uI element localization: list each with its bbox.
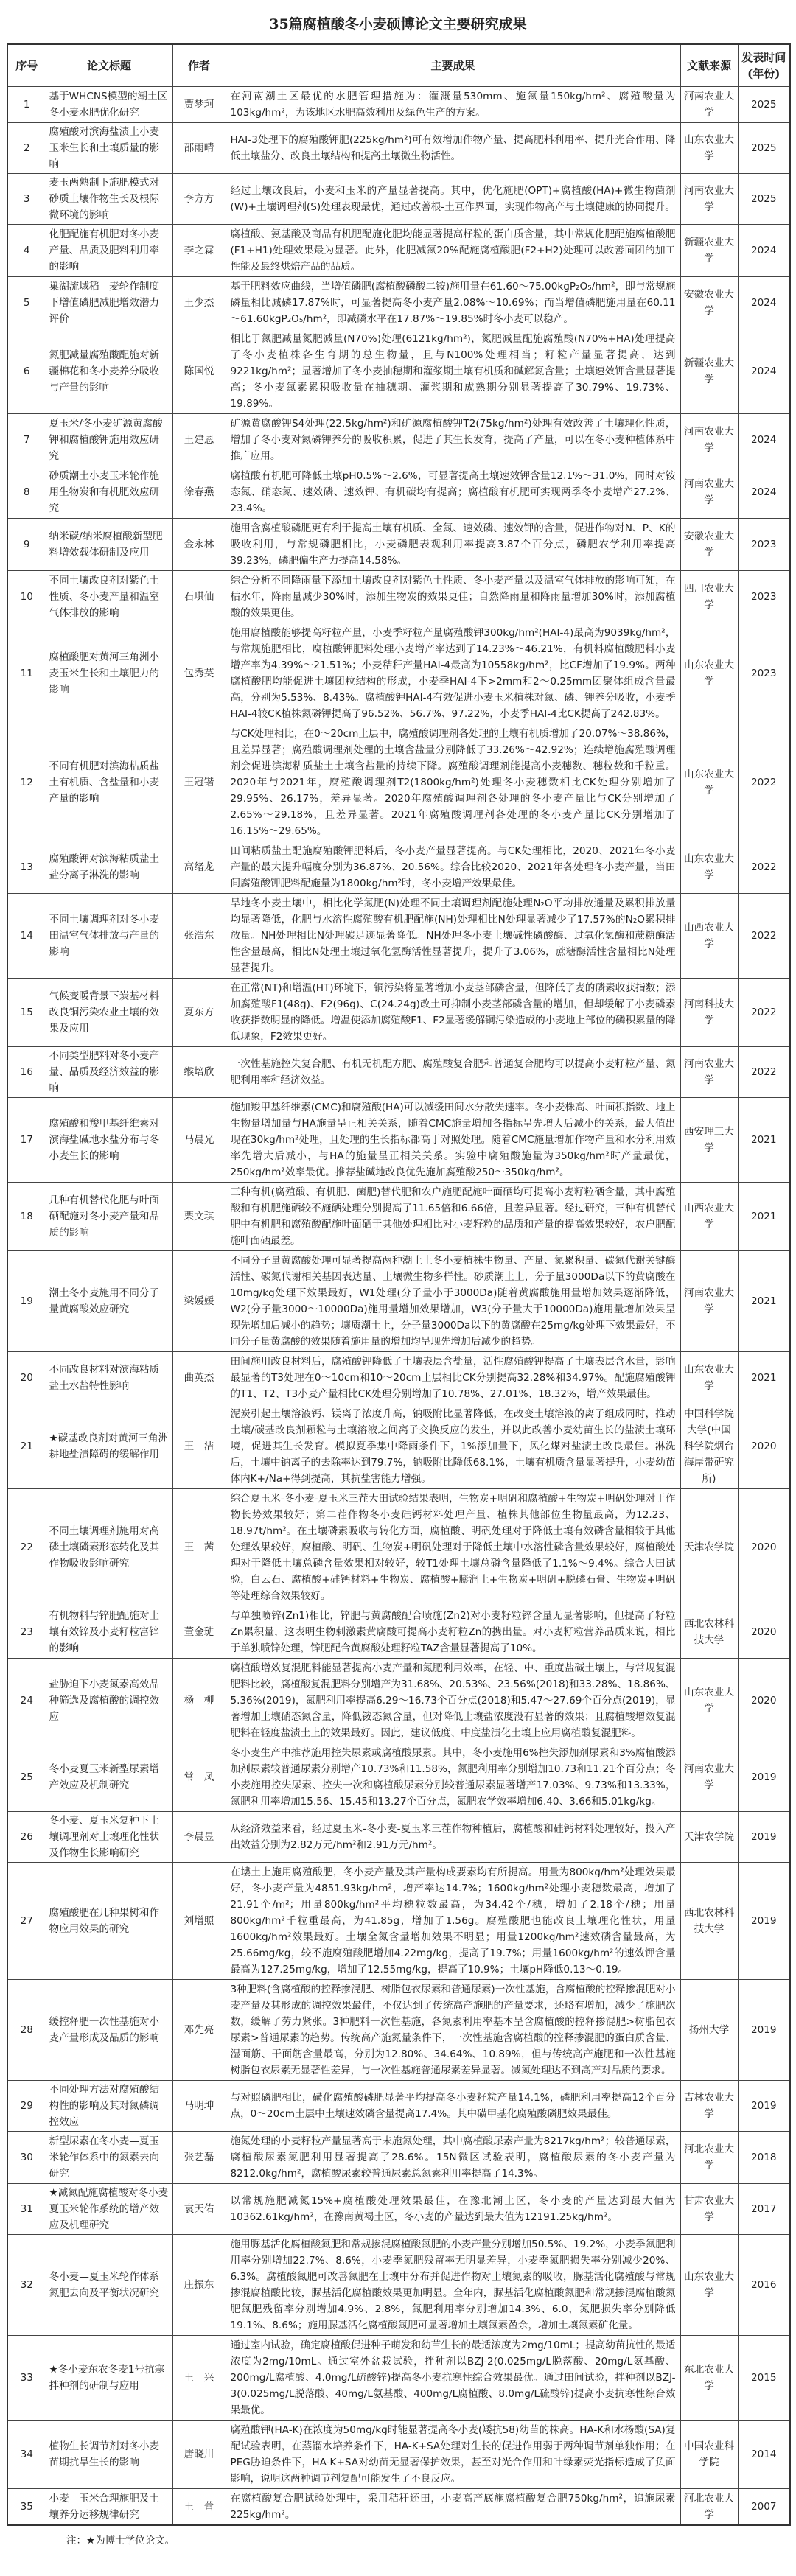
table-row [7,1606,790,1659]
source-institution: 天津农学院 [680,1489,738,1606]
author: 张艺磊 [172,2132,226,2184]
row-number: 33 [7,2336,46,2421]
author: 栗文琪 [172,1183,226,1251]
row-number: 29 [7,2081,46,2132]
paper-title: 气候变暖背景下炭基材料改良铜污染农业土壤的效果及应用 [46,979,172,1047]
main-result: 与对照磷肥相比，磺化腐殖酸磷肥显著平均提高冬小麦籽粒产量14.1%，磷肥利用率提高12个百分点，0～20cm土层中土壤速效磷含量提高17.4%。其中磺甲基化腐殖酸磷肥效果最佳。 [226,2081,680,2132]
publish-year: 2019 [738,1743,790,1812]
paper-title: 植物生长调节剂对冬小麦苗期抗旱生长的影响 [46,2421,172,2489]
paper-title: 化肥配施有机肥对冬小麦产量、品质及肥料利用率的影响 [46,225,172,277]
paper-title: 不同改良材料对滨海粘质盐土水盐特性影响 [46,1352,172,1404]
main-result: 腐殖酸钾(HA-K)在浓度为50mg/kg时能显著提高冬小麦(矮抗58)幼苗的株高。HA-K和水杨酸(SA)复配试验表明，在蒸馏水培养条件下，HA-K+SA处理对生长的促进作用弱于两种调节剂单独作用；在PEG胁迫条件下，HA-K+SA对幼苗无显著保护效果，甚至对光合作用和叶绿素荧光指标造成了负面影响，说明这两种调节剂复配可能发生了不良反应。 [226,2421,680,2489]
author: 夏东方 [172,979,226,1047]
row-number: 10 [7,571,46,623]
source-institution: 河北农业大学 [680,2489,738,2526]
main-result: 经过土壤改良后，小麦和玉米的产量显著提高。其中，优化施肥(OPT)+腐植酸(HA)+微生物菌剂(W)+土壤调理剂(S)处理表现最优，通过改善根-土互作界面，实现作物高产与土壤健康的协同提升。 [226,174,680,225]
row-number: 3 [7,174,46,225]
main-result: 旱地冬小麦土壤中，相比化学氮肥(N)处理不同土壤调理剂配施处理N₂O平均排放通量及累积排放量均显著降低，化肥与水溶性腐殖酸有机肥配施(NH)处理相比N处理显著减少了17.57%的N₂O累积排放量。NH处理相比N处理碳足迹显著降低。NH处理冬小麦土壤碱性磷酸酶、过氧化氢酶和蔗糖酶活性含量最高，相比N处理土壤过氧化氢酶活性显著提升，提升了3.06%，蔗糖酶活性含量相比N处理显著提升。 [226,894,680,979]
main-result: 在腐植酸复合肥试验处理中，采用秸秆还田，小麦高产底施腐植酸复合肥750kg/hm²，追施尿素225kg/hm²。 [226,2489,680,2526]
author: 张浩东 [172,894,226,979]
author: 金永林 [172,519,226,571]
source-institution: 河南农业大学 [680,87,738,123]
main-result: 从经济效益来看，经过夏玉米-冬小麦-夏玉米三茬作物种植后，腐植酸和硅钙材料处理较好，投入产出效益分别为2.82万元/hm²和2.91万元/hm²。 [226,1812,680,1863]
row-number: 28 [7,1980,46,2081]
table-row [7,1352,790,1404]
author: 常 凤 [172,1743,226,1812]
row-number: 9 [7,519,46,571]
row-number: 21 [7,1404,46,1489]
row-number: 35 [7,2489,46,2526]
row-number: 22 [7,1489,46,1606]
table-row [7,2421,790,2489]
table-row [7,623,790,724]
author: 贾梦珂 [172,87,226,123]
author: 王 洁 [172,1404,226,1489]
paper-title: 不同土壤调理剂对冬小麦田温室气体排放与产量的影响 [46,894,172,979]
source-institution: 山东农业大学 [680,841,738,894]
paper-title: 腐殖酸钾对滨海粘质盐土盐分离子淋洗的影响 [46,841,172,894]
source-institution: 河南农业大学 [680,414,738,466]
header-result: 主要成果 [226,44,680,87]
row-number: 6 [7,329,46,414]
source-institution: 河南农业大学 [680,1047,738,1098]
table-row [7,1098,790,1183]
publish-year: 2015 [738,2336,790,2421]
main-result: 田间施用改良材料后，腐殖酸钾降低了土壤表层含盐量，活性腐殖酸钾提高了土壤表层含水量，影响最显著的T3处理在0～10cm和10～20cm土层相比CK分别提高32.28%和34.97%。配施腐殖酸钾的T1、T2、T3小麦产量相比CK处理分别增加了10.78%、27.01%、18.32%，增产效果最佳。 [226,1352,680,1404]
source-institution: 山东农业大学 [680,724,738,841]
source-institution: 河南农业大学 [680,174,738,225]
table-row [7,1404,790,1489]
source-institution: 山东农业大学 [680,123,738,174]
paper-title: 不同处理方法对腐殖酸结构性的影响及其对氮磷调控效应 [46,2081,172,2132]
paper-title: 巢湖流域稻—麦轮作制度下增值磷肥减肥增效潜力评价 [46,277,172,329]
publish-year: 2017 [738,2184,790,2235]
source-institution: 甘肃农业大学 [680,2184,738,2235]
table-row [7,2489,790,2526]
main-result: 施加羧甲基纤维素(CMC)和腐殖酸(HA)可以减缓田间水分散失速率。冬小麦株高、叶面积指数、地上生物量增加量与HA施量呈正相关关系，随着CMC施量增加各指标呈先增大后减小的关系，最大值出现在30kg/hm²处理，且处理的生长指标都高于对照处理。随着CMC施量增加作物产量和水分利用效率先增大后减小，与HA的施量呈正相关关系。实验中腐殖酸施量为350kg/hm²时产量最优，250kg/hm²效率最优。推荐盐碱地改良优先施加腐殖酸250～350kg/hm²。 [226,1098,680,1183]
publish-year: 2020 [738,1489,790,1606]
table-row [7,2081,790,2132]
source-institution: 中国科学院大学(中国科学院烟台海岸带研究所) [680,1404,738,1489]
main-result: 三种有机(腐殖酸、有机肥、菌肥)替代肥和农户施肥配施叶面硒均可提高小麦籽粒硒含量，其中腐殖酸和有机肥施硒较不施硒处理分别提高了11.65倍和6.66倍，且差异显著。经过研究，三种有机替代肥中有机肥和腐殖酸配施叶面硒于其他处理相比对小麦籽粒的品质和产量的提高效果较好，农户肥配施叶面硒最差。 [226,1183,680,1251]
author: 曲英杰 [172,1352,226,1404]
table-row [7,1980,790,2081]
table-row [7,571,790,623]
publish-year: 2021 [738,1098,790,1183]
main-result: 冬小麦生产中推荐施用控失尿素或腐植酸尿素。其中，冬小麦施用6%控失添加剂尿素和3%腐植酸添加剂尿素较普通尿素分别增产10.73%和11.58%，氮肥利用率分别增加10.73和11.21个百分点；冬小麦施用控失尿素、控失一次和腐植酸尿素分别较普通尿素显著增产17.03%、9.73%和13.33%，氮肥利用率增加15.56、15.45和13.27个百分点，氮肥农学效率增加6.40、3.66和5.01kg/kg。 [226,1743,680,1812]
main-result: 泥炭引起土壤溶液钙、镁离子浓度升高，钠吸附比显著降低，在改变土壤溶液的离子组成同时，推动土壤/碳基改良剂颗粒与土壤溶液之间离子交换反应的发生，并以此改善小麦幼苗生长的盐渍土壤环境，促进其生长发育。模拟夏季集中降雨条件下，1%添加量下，风化煤对盐渍土改良最佳。淋洗后，土壤中钠离子的去除率达到79.7%，钠吸附比降低68.1%，土壤有机质含量显著提升，小麦幼苗体内K+/Na+得到提高，其抗盐害能力增强。 [226,1404,680,1489]
main-result: 相比于氮肥减量氮肥减量(N70%)处理(6121kg/hm²)，氮肥减量配施腐殖酸(N70%+HA)处理提高了冬小麦植株各生育期的总生物量，且与N100%处理相当；籽粒产量显著提高，达到9221kg/hm²；显著增加了冬小麦抽穗期和灌浆期土壤有机质和碱解氮含量；土壤速效钾含量显著提高；冬小麦氮素累积吸收量在抽穗期、灌浆期和成熟期分别显著提高了30.79%、19.73%、19.89%。 [226,329,680,414]
table-row [7,894,790,979]
author: 王冠锴 [172,724,226,841]
author: 杨 柳 [172,1659,226,1743]
row-number: 16 [7,1047,46,1098]
row-number: 17 [7,1098,46,1183]
publish-year: 2024 [738,277,790,329]
publish-year: 2020 [738,1606,790,1659]
author: 刘增照 [172,1863,226,1980]
publish-year: 2019 [738,2081,790,2132]
source-institution: 安徽农业大学 [680,277,738,329]
table-row [7,329,790,414]
row-number: 13 [7,841,46,894]
table-row [7,979,790,1047]
main-result: 综合夏玉米-冬小麦-夏玉米三茬大田试验结果表明，生物炭+明矾和腐植酸+生物炭+明矾处理对于作物长势效果较好；第二茬作物冬小麦硅钙材料处理产量、植株其他部位生物量最高，为12.23、18.97t/hm²。在土壤磷素吸收与转化方面，腐植酸、明矾处理对于降低土壤有效磷含量相较于其他处理效果较好，腐植酸、明矾、生物炭+明矾处理对于降低土壤中水溶性磷含量效果较好，腐植酸处理对于降低土壤总磷含量效果相对较好，较T1处理土壤总磷含量降低了1.1%～9.4%。综合大田试验，白云石、腐植酸+硅钙材料+生物炭、腐植酸+膨润土+生物炭+明矾+脱磷石膏、生物炭+明矾等处理综合效果较好。 [226,1489,680,1606]
source-institution: 山东农业大学 [680,1659,738,1743]
publish-year: 2022 [738,1047,790,1098]
source-institution: 扬州大学 [680,1980,738,2081]
paper-title: 不同土壤调理剂施用对高磷土壤磷素形态转化及其作物吸收影响研究 [46,1489,172,1606]
row-number: 5 [7,277,46,329]
publish-year: 2021 [738,1183,790,1251]
row-number: 26 [7,1812,46,1863]
table-row [7,1863,790,1980]
source-institution: 东北农业大学 [680,2336,738,2421]
page-title: 35篇腐植酸冬小麦硕博论文主要研究成果 [269,16,527,32]
publish-year: 2025 [738,87,790,123]
source-institution: 中国农业科学院 [680,2421,738,2489]
publish-year: 2023 [738,571,790,623]
publish-year: 2019 [738,1980,790,2081]
author: 王 茜 [172,1489,226,1606]
main-result: 与单独喷锌(Zn1)相比，锌肥与黄腐酸配合喷施(Zn2)对小麦籽粒锌含量无显著影响，但提高了籽粒Zn累积量，这表明生物刺激素黄腐酸可提高小麦籽粒Zn的携出量。对小麦籽粒营养品质来说，相比于单独喷锌处理，锌肥配合黄腐酸处理籽粒TAZ含量显著提高了10%。 [226,1606,680,1659]
source-institution: 西安理工大学 [680,1098,738,1183]
author: 陈国悦 [172,329,226,414]
source-institution: 河南农业大学 [680,466,738,519]
paper-title: 缓控释肥一次性基施对小麦产量形成及品质的影响 [46,1980,172,2081]
main-result: 在塿土上施用腐殖酸肥，冬小麦产量及其产量构成要素均有所提高。用量为800kg/hm²处理效果最好，冬小麦产量为4851.93kg/hm²，增产率达14.7%；1600kg/hm²处理小麦穗数最高，增加了21.91个/m²；用量800kg/hm²平均穗粒数最高，为34.42个/穗，增加了2.18个/穗；用量800kg/hm²千粒重最高，为41.85g，增加了1.56g。腐殖酸肥也能改良土壤理化性状，用量1600kg/hm²效果最好。土壤全氮含量增加效果不明显；用量1200kg/hm²速效磷含量最高，为25.66mg/kg，较不施腐殖酸肥增加4.22mg/kg，提高了19.7%；用量1600kg/hm²的速效钾含量最高为127.25mg/kg，增加了12.55mg/kg，提高了10.9%；土壤pH降低0.13～0.19。 [226,1863,680,1980]
row-number: 32 [7,2235,46,2336]
main-result: 不同分子量黄腐酸处理可显著提高两种潮土上冬小麦植株生物量、产量、氮累积量、碳氮代谢关键酶活性、碳氮代谢相关基因表达量、土壤微生物多样性。砂质潮土上，分子量3000Da以下的黄腐酸在10mg/kg处理下效果最好，W1处理(分子量小于3000Da)随着黄腐酸施用量增加效果逐渐降低，W2(分子量3000～10000Da)施用量增加效果增加，W3(分子量大于10000Da)施用量增加效果呈现先增加后减小的趋势；壤质潮土上，分子量3000Da以下的黄腐酸在25mg/kg处理下效果最好，不同分子量黄腐酸的效果随着施用量的增加均呈现先增加后减少的趋势。 [226,1251,680,1352]
publish-year: 2021 [738,1251,790,1352]
row-number: 20 [7,1352,46,1404]
author: 梁媛媛 [172,1251,226,1352]
paper-title: 潮土冬小麦施用不同分子量黄腐酸效应研究 [46,1251,172,1352]
main-result: 在正常(NT)和增温(HT)环境下，铜污染将显著增加小麦茎部磷含量，但降低了麦的磷素收获指数；添加腐殖酸F1(48g)、F2(96g)、C(24.24g)改土可抑制小麦茎部磷含量的增加，但却缓解了小麦磷素收获指数明显的降低。增温使添加腐殖酸F1、F2显著缓解铜污染造成的小麦地上部位的磷积累量的降低现象，F2效果更好。 [226,979,680,1047]
main-result: 通过室内试验，确定腐植酸促进种子萌发和幼苗生长的最适浓度为2mg/10mL；提高幼苗抗性的最适浓度为2mg/10mL。通过室外盆栽试验，拌种剂以BZJ-2(0.025mg/L脱落酸、20mg/L氨基酸、200mg/L腐植酸、4.0mg/L硫酸锌)提高冬小麦抗寒性综合效果最优。通过田间试验，拌种剂以BZJ-3(0.025mg/L脱落酸、40mg/L氨基酸、400mg/L腐植酸、8.0mg/L硫酸锌)提高小麦抗寒性综合效果最优。 [226,2336,680,2421]
table-row [7,519,790,571]
publish-year: 2019 [738,1812,790,1863]
source-institution: 山西农业大学 [680,894,738,979]
paper-title: 腐植酸肥对黄河三角洲小麦玉米生长和土壤肥力的影响 [46,623,172,724]
row-number: 14 [7,894,46,979]
paper-title: 不同有机肥对滨海粘质盐土有机质、含盐量和小麦产量的影响 [46,724,172,841]
source-institution: 西北农林科技大学 [680,1863,738,1980]
table-row [7,724,790,841]
row-number: 19 [7,1251,46,1352]
source-institution: 山东农业大学 [680,2235,738,2336]
publish-year: 2025 [738,174,790,225]
header-source: 文献来源 [680,44,738,87]
table-row [7,225,790,277]
paper-title: 不同类型肥料对冬小麦产量、品质及经济效益的影响 [46,1047,172,1098]
author: 高绪龙 [172,841,226,894]
main-result: 一次性基施控失复合肥、有机无机配方肥、腐殖酸复合肥和普通复合肥均可以提高小麦籽粒产量、氮肥利用率和经济效益。 [226,1047,680,1098]
publish-year: 2025 [738,123,790,174]
author: 缑培欣 [172,1047,226,1098]
author: 马明坤 [172,2081,226,2132]
paper-title: ★减氮配施腐植酸对冬小麦夏玉米轮作系统的增产效应及机理研究 [46,2184,172,2235]
author: 王建恩 [172,414,226,466]
author: 董金琎 [172,1606,226,1659]
table-row [7,87,790,123]
table-row [7,1047,790,1098]
author: 唐晓川 [172,2421,226,2489]
source-institution: 新疆农业大学 [680,329,738,414]
table-row [7,466,790,519]
main-result: 施用腐植酸能够提高籽粒产量，小麦季籽粒产量腐殖酸钾300kg/hm²(HAI-4)最高为9039kg/hm²，与常规施肥相比，腐植酸钾肥料处理小麦增产率达到了14.23%～46.21%，有机料腐植酸肥料小麦增产率为4.39%～21.51%；小麦秸秆产量HAI-4最高为10558kg/hm²，比CF增加了19.9%。两种腐植酸肥均能促进土壤团粒结构的形成，小麦季HAI-4下>2mm和2～0.25mm团聚体组成含量最高，分别为5.53%、8.43%。腐植酸钾HAI-4有效促进小麦玉米植株对氮、磷、钾养分吸收，小麦季HAI-4较CK植株氮磷钾提高了96.52%、56.7%、97.22%，小麦季HAI-4比CK提高了242.83%。 [226,623,680,724]
row-number: 15 [7,979,46,1047]
main-result: HAⅠ-3处理下的腐殖酸钾肥(225kg/hm²)可有效增加作物产量、提高肥料利用率、提升光合作用、降低土壤盐分、改良土壤结构和提高土壤微生物活性。 [226,123,680,174]
table-row [7,1812,790,1863]
main-result: 施氮处理的小麦籽粒产量显著高于未施氮处理，其中腐植酸尿素产量为8217kg/hm²；较普通尿素，腐植酸尿素氮肥利用显著提高了28.6%。15N微区试验表明，腐植酸尿素的冬小麦产量为8212.0kg/hm²，腐植酸尿素较普通尿素总氮素利用率提高了14.3%。 [226,2132,680,2184]
paper-title: 基于WHCNS模型的潮土区冬小麦水肥优化研究 [46,87,172,123]
main-result: 矿源黄腐酸钾S4处理(22.5kg/hm²)和矿源腐植酸钾T2(75kg/hm²)处理有效改善了土壤理化性质，增加了冬小麦对氮磷钾养分的吸收积累，促进了其生长发育，提高了产量，可以在冬小麦种植体系中推广应用。 [226,414,680,466]
row-number: 18 [7,1183,46,1251]
row-number: 24 [7,1659,46,1743]
table-row [7,1743,790,1812]
row-number: 27 [7,1863,46,1980]
publish-year: 2024 [738,329,790,414]
paper-title: ★冬小麦东农冬麦1号抗寒拌种剂的研制与应用 [46,2336,172,2421]
author: 李晨昱 [172,1812,226,1863]
author: 石琪仙 [172,571,226,623]
table-row [7,2184,790,2235]
author: 李方方 [172,174,226,225]
main-result: 与CK处理相比，在0～20cm土层中，腐殖酸调理剂各处理的土壤有机质增加了20.07%～38.86%，且差异显著；腐殖酸调理剂处理的土壤含盐量分别降低了33.26%～42.92%；连续增施腐殖酸调理剂会促进滨海粘质盐土土壤含盐量的持续下降。腐殖酸调理剂能提高小麦穗数、穗粒数和千粒重。2020年与2021年，腐殖酸调理剂T2(1800kg/hm²)处理冬小麦穗数相比CK处理分别增加了29.95%、26.17%，差异显著。2020年腐殖酸调理剂各处理的冬小麦产量比与CK分别增加了2.65%～29.18%，且差异显著。2021年腐殖酸调理剂各处理的冬小麦产量比CK分别增加了16.15%～29.65%。 [226,724,680,841]
author: 王 蕾 [172,2489,226,2526]
header-title: 论文标题 [46,44,172,87]
main-result: 以常规施肥减氮15%+腐植酸处理效果最佳，在豫北潮土区，冬小麦的产量达到最大值为10362.61kg/hm²，在豫南黄褐土区，冬小麦的产量达到最大值为12191.25kg/hm²。 [226,2184,680,2235]
row-number: 8 [7,466,46,519]
paper-title: 几种有机替代化肥与叶面硒配施对冬小麦产量和品质的影响 [46,1183,172,1251]
paper-title: 冬小麦—夏玉米轮作体系氮肥去向及平衡状况研究 [46,2235,172,2336]
source-institution: 河南科技大学 [680,979,738,1047]
main-result: 基于肥料效应曲线，当增值磷肥(腐植酸磷酸二铵)施用量在61.60～75.00kgP₂O₅/hm²，即与常规施磷量相比减磷17.87%时，可显著提高冬小麦产量2.08%～10.69%；而当增值磷肥施用量在60.11～61.60kgP₂O₅/hm²，即减磷水平在17.87%～19.85%时冬小麦可以稳产。 [226,277,680,329]
author: 徐春燕 [172,466,226,519]
paper-title: 小麦—玉米合理施肥及土壤养分运移规律研究 [46,2489,172,2526]
source-institution: 河南农业大学 [680,1251,738,1352]
main-result: 腐植酸、氨基酸及商品有机肥配施化肥均能显著提高籽粒的蛋白质含量，其中常规化肥配施腐植酸肥(F1+H1)处理效果最为显著。此外，化肥减氮20%配施腐植酸肥(F2+H2)处理可以改善面团的加工性能及最终烘焙产品的品质。 [226,225,680,277]
publish-year: 2024 [738,225,790,277]
source-institution: 天津农学院 [680,1812,738,1863]
publish-year: 2018 [738,2132,790,2184]
author: 包秀英 [172,623,226,724]
main-result: 施用含腐植酸磷肥更有利于提高土壤有机质、全氮、速效磷、速效钾的含量，促进作物对N、P、K的吸收利用，与常规磷肥相比，小麦磷肥表观利用率提高3.87个百分点，磷肥农学利用率提高39.23%，磷肥偏生产力提高14.58%。 [226,519,680,571]
table-row [7,1183,790,1251]
table-row [7,1251,790,1352]
main-result: 田间粘质盐土配施腐殖酸钾肥料后，冬小麦产量显著提高。与CK处理相比，2020、2021年冬小麦产量的最大提升幅度分别为36.87%、20.56%。综合比较2020、2021年各处理冬小麦产量，当田间腐殖酸钾肥料配施量为1800kg/hm²时，冬小麦增产效果最佳。 [226,841,680,894]
source-institution: 吉林农业大学 [680,2081,738,2132]
header-year: 发表时间(年份) [738,44,790,87]
author: 袁天佑 [172,2184,226,2235]
publish-year: 2022 [738,724,790,841]
publish-year: 2023 [738,519,790,571]
paper-title: 砂质潮土小麦玉米轮作施用生物炭和有机肥效应研究 [46,466,172,519]
publish-year: 2024 [738,466,790,519]
table-row [7,174,790,225]
row-number: 31 [7,2184,46,2235]
research-results-table [7,43,791,2526]
paper-title: 新型尿素在冬小麦—夏玉米轮作体系中的氮素去向研究 [46,2132,172,2184]
table-row [7,2235,790,2336]
source-institution: 河南农业大学 [680,1743,738,1812]
header-no: 序号 [7,44,46,87]
author: 李之霖 [172,225,226,277]
paper-title: 夏玉米/冬小麦矿源黄腐酸钾和腐植酸钾施用效应研究 [46,414,172,466]
paper-title: 氮肥减量腐殖酸配施对新疆棉花和冬小麦养分吸收与产量的影响 [46,329,172,414]
table-header-row [7,44,790,87]
publish-year: 2023 [738,623,790,724]
row-number: 25 [7,1743,46,1812]
header-author: 作者 [172,44,226,87]
table-row [7,277,790,329]
row-number: 2 [7,123,46,174]
paper-title: 有机物料与锌肥配施对土壤有效锌及小麦籽粒富锌的影响 [46,1606,172,1659]
paper-title: 腐殖酸对滨海盐渍土小麦玉米生长和土壤质量的影响 [46,123,172,174]
author: 王 兴 [172,2336,226,2421]
table-row [7,2132,790,2184]
row-number: 11 [7,623,46,724]
source-institution: 山东农业大学 [680,623,738,724]
author: 邵雨晴 [172,123,226,174]
paper-title: 麦玉两熟制下施肥模式对砂质土壤作物生长及根际微环境的影响 [46,174,172,225]
paper-title: 冬小麦、夏玉米复种下土壤调理剂对土壤理化性状及作物生长影响研究 [46,1812,172,1863]
author: 庄振东 [172,2235,226,2336]
main-result: 腐植酸增效复混肥料能显著提高小麦产量和氮肥利用效率，在轻、中、重度盐碱土壤上，与常规复混肥料比较，腐植酸复混肥料分别增产为31.68%、20.53%、23.56%(2018)和33.28%、18.86%、5.36%(2019)，氮肥利用率提高6.29～16.73个百分点(2018)和5.47～27.69个百分点(2019)，显著增加土壤硝态氮含量，降低铵态氮含量，但对降低土壤盐浓度没有显著的效果；且腐植酸增效复混肥料在轻度盐渍土上的效果最好。因此，建议低度、中度盐渍化土壤上应用腐植酸复混肥料。 [226,1659,680,1743]
table-row [7,841,790,894]
source-institution: 西北农林科技大学 [680,1606,738,1659]
paper-title: 纳米碳/纳米腐植酸新型肥料增效载体研制及应用 [46,519,172,571]
publish-year: 2022 [738,894,790,979]
publish-year: 2020 [738,1404,790,1489]
source-institution: 山东农业大学 [680,1352,738,1404]
table-row [7,1659,790,1743]
row-number: 34 [7,2421,46,2489]
row-number: 12 [7,724,46,841]
row-number: 30 [7,2132,46,2184]
publish-year: 2014 [738,2421,790,2489]
source-institution: 安徽农业大学 [680,519,738,571]
table-row [7,1489,790,1606]
table-row [7,414,790,466]
source-institution: 河北农业大学 [680,2132,738,2184]
row-number: 23 [7,1606,46,1659]
author: 马晨光 [172,1098,226,1183]
footnote: 注：★为博士学位论文。 [66,2535,175,2547]
author: 王少杰 [172,277,226,329]
main-result: 在河南潮土区最优的水肥管理措施为：灌溉量530mm、施氮量150kg/hm²、腐殖酸量为103kg/hm²，为该地区水肥高效利用及绿色生产的方案。 [226,87,680,123]
main-result: 腐植酸有机肥可降低土壤pH0.5%～2.6%，可显著提高土壤速效钾含量12.1%～31.0%，同时对铵态氮、硝态氮、速效磷、速效钾、有机碳均有提高；腐植酸有机肥可实现两季冬小麦增产27.2%、23.4%。 [226,466,680,519]
source-institution: 新疆农业大学 [680,225,738,277]
paper-title: ★碳基改良剂对黄河三角洲耕地盐渍障碍的缓解作用 [46,1404,172,1489]
publish-year: 2022 [738,979,790,1047]
publish-year: 2016 [738,2235,790,2336]
table-row [7,2336,790,2421]
publish-year: 2024 [738,414,790,466]
paper-title: 不同土壤改良剂对紫色土性质、冬小麦产量和温室气体排放的影响 [46,571,172,623]
main-result: 3种肥料(含腐植酸的控释掺混肥、树脂包衣尿素和普通尿素)一次性基施，含腐植酸的控释掺混肥对小麦产量及其形成的调控效果最佳，不仅达到了传统高产施肥的产量要求，还略有增加，减少了施肥次数，缓解了劳力紧张。3种肥料一次性基施，各氮素利用率基本呈含腐植酸的控释掺混肥>树脂包衣尿素>普通尿素的趋势。传统高产施氮量条件下，一次性基施含腐植酸的控释掺混肥的蛋白质含量、湿面筋、干面筋含量最高，分别为12.80%、34.64%、10.89%，但与传统高产施肥和一次性基施树脂包衣尿素无显著性差异，与一次性基施普通尿素差异显著。减氮处理达不到高产对品质的要求。 [226,1980,680,2081]
publish-year: 2020 [738,1659,790,1743]
paper-title: 腐殖酸和羧甲基纤维素对滨海盐碱地水盐分布与冬小麦生长的影响 [46,1098,172,1183]
row-number: 1 [7,87,46,123]
row-number: 7 [7,414,46,466]
main-result: 施用脲基活化腐植酸氮肥和常规掺混腐植酸氮肥的小麦产量分别增加50.5%、19.2%，小麦季氮肥利用率分别增加22.7%、8.6%，小麦季氮肥残留率无明显差异，小麦季氮肥损失率分别减少20%、6.3%。腐植酸氮肥可改善氮肥在土壤中分布并促进作物对土壤氮素的吸收，脲基活化腐殖酸与常规掺混腐植酸比较，脲基活化腐植酸效果更加明显。全年内，脲基活化腐植酸氮肥和常规掺混腐植酸氮肥氮肥残留率分别增加4.9%、2.8%，氮肥利用率分别增加14.3%、6.0，氮肥损失率分别降低19.1%、8.6%；施用脲基活化腐植酸氮肥可显著增加土壤氮素盈余，增加土壤氮素矿化量。 [226,2235,680,2336]
main-result: 综合分析不同降雨量下添加土壤改良剂对紫色土性质、冬小麦产量以及温室气体排放的影响可知，在枯水年，降雨量减少30%时，添加生物炭的效果更佳；自然降雨量和降雨量增加30%时，添加腐植酸的效果更佳。 [226,571,680,623]
row-number: 4 [7,225,46,277]
publish-year: 2019 [738,1863,790,1980]
publish-year: 2022 [738,841,790,894]
paper-title: 腐殖酸肥在几种果树和作物应用效果的研究 [46,1863,172,1980]
source-institution: 山西农业大学 [680,1183,738,1251]
author: 邓先亮 [172,1980,226,2081]
table-row [7,123,790,174]
table-body [7,87,790,2526]
source-institution: 四川农业大学 [680,571,738,623]
publish-year: 2021 [738,1352,790,1404]
publish-year: 2007 [738,2489,790,2526]
paper-title: 冬小麦夏玉米新型尿素增产效应及机制研究 [46,1743,172,1812]
paper-title: 盐胁迫下小麦氮素高效品种筛选及腐植酸的调控效应 [46,1659,172,1743]
